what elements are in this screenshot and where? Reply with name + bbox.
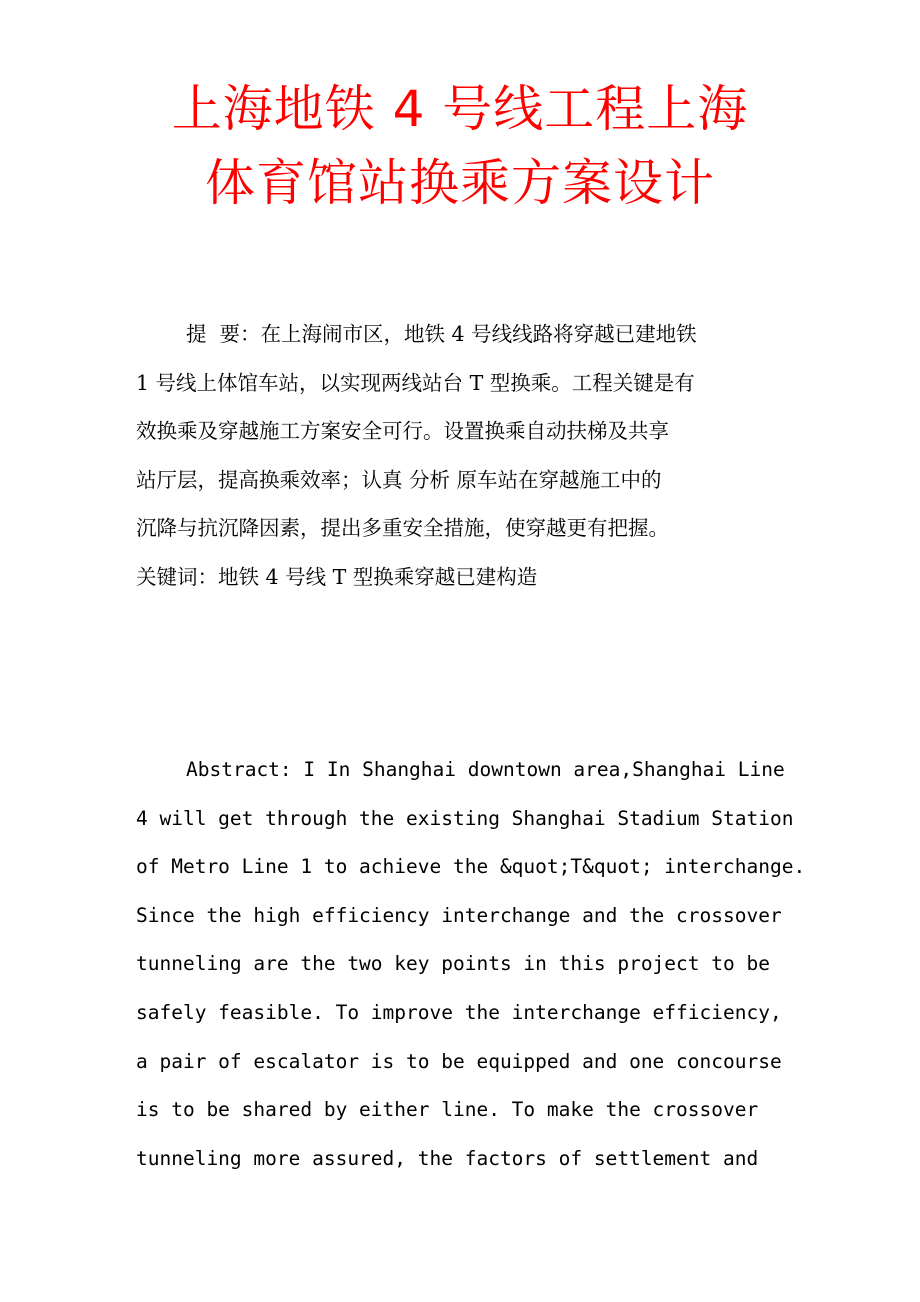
en-abstract-line: tunneling are the two key points in this project to be: [136, 952, 770, 976]
cn-abstract-line: 站厅层，提高换乘效率；认真 分析 原车站在穿越施工中的: [136, 467, 662, 492]
english-abstract: [136, 746, 816, 1183]
cn-abstract-line: 沉降与抗沉降因素，提出多重安全措施，使穿越更有把握。: [136, 516, 669, 540]
chinese-abstract: [136, 310, 816, 601]
en-abstract-line: 4 will get through the existing Shanghai Stadium Station: [136, 806, 794, 830]
en-abstract-line: Abstract: I In Shanghai downtown area,Shanghai Line: [186, 758, 785, 781]
document-title: [0, 72, 920, 220]
cn-abstract-line: 1 号线上体馆车站，以实现两线站台 T 型换乘。工程关键是有: [136, 370, 695, 395]
en-abstract-line: a pair of escalator is to be equipped and one concourse: [136, 1049, 782, 1073]
en-abstract-line: tunneling more assured, the factors of settlement and: [136, 1146, 759, 1170]
en-abstract-line: is to be shared by either line. To make the crossover: [136, 1098, 759, 1122]
en-abstract-line: safely feasible. To improve the interchange efficiency,: [136, 1000, 782, 1024]
title-line-2: 体育馆站换乘方案设计: [205, 154, 715, 212]
en-abstract-line: Since the high efficiency interchange and the crossover: [136, 903, 782, 927]
en-abstract-line: of Metro Line 1 to achieve the &quot;T&quot; interchange.: [136, 855, 806, 879]
title-line-1: 上海地铁 4 号线工程上海: [171, 80, 749, 138]
keywords-line: 关键词：地铁 4 号线 T 型换乘穿越已建构造: [136, 564, 538, 589]
cn-abstract-line: 提 要：在上海闹市区，地铁 4 号线线路将穿越已建地铁: [186, 322, 697, 346]
cn-abstract-line: 效换乘及穿越施工方案安全可行。设置换乘自动扶梯及共享: [136, 419, 669, 443]
